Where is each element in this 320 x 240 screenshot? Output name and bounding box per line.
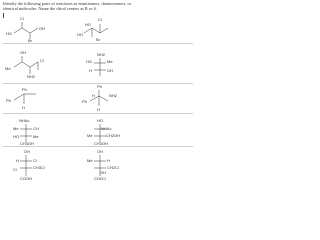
pair-5-left-label-2: H xyxy=(16,158,19,163)
pair-4-right-label-2: NHAc xyxy=(101,126,112,131)
pair-3-right-label-2: NH2 xyxy=(109,93,118,98)
pair-2-left-structure xyxy=(5,50,44,79)
pair-5-right-label-4: CH2Cl xyxy=(107,165,119,170)
pair-1-left-skeleton xyxy=(14,28,38,33)
pair-5-left-label-5: Cl xyxy=(13,167,17,172)
pair-5-right-label-1: OH xyxy=(97,149,103,154)
pair-5-left-label-3: Cl xyxy=(33,158,37,163)
pair-3-right-label-4: Ph xyxy=(82,99,87,104)
pair-4-left-label-2: Me xyxy=(13,126,19,131)
pair-5-left-label-4: CH3Cl xyxy=(33,165,45,170)
pair-4-right-label-3: Me xyxy=(87,133,93,138)
pair-4-right-label-1: HO xyxy=(97,118,103,123)
instruction-line-1: Identify the following pairs of structures as enantiomers, diastereomers, or xyxy=(3,1,132,6)
pair-1-left-label-4: Br xyxy=(28,38,32,43)
pair-2-right-label-5: OH xyxy=(107,68,113,73)
pair-4-left-label-5: Me xyxy=(33,134,39,139)
pair-3-left-structure xyxy=(6,87,36,110)
pair-4-left-label-3: CH xyxy=(33,126,39,131)
pair-2-left-label-4: NH2 xyxy=(27,74,36,79)
pair-1-left-label-1: Cl xyxy=(20,16,24,21)
instruction-line-2: identical molecules. Name the chiral centers as R or S. xyxy=(3,6,97,12)
pair-1-right-label-4: Br xyxy=(96,37,100,42)
pair-1-right-label-3: HO xyxy=(77,32,83,37)
pair-3-right-label-1: Ph xyxy=(97,84,102,89)
structures-figure xyxy=(0,0,200,182)
pair-4-right-label-4: CH2OH xyxy=(106,133,121,138)
pair-1-right-skeleton xyxy=(84,28,108,33)
pair-2-right-label-3: HO xyxy=(86,59,92,64)
pair-5-right-label-5: OH xyxy=(100,170,106,175)
pair-4-right-structure xyxy=(87,118,120,146)
pair-4-left-label-6: CH3OH xyxy=(20,141,35,146)
pair-2-left-label-3: Me xyxy=(5,66,11,71)
question-page xyxy=(0,0,200,182)
pair-5-right-structure xyxy=(87,149,119,181)
pair-1-left-label-3: HO xyxy=(6,31,12,36)
pair-5-left-structure xyxy=(13,149,45,181)
pair-4-left-structure xyxy=(13,118,39,146)
pair-4-left-label-4: HO xyxy=(13,134,19,139)
pair-2-right-label-1: NH2 xyxy=(97,52,106,57)
pair-3-right-label-3: H xyxy=(92,93,95,98)
pair-1-right-label-1: Cl xyxy=(98,17,102,22)
pair-5-left-label-1: OH xyxy=(24,149,30,154)
pair-2-left-skeleton xyxy=(14,62,38,70)
pair-2-right-label-2: Me xyxy=(107,59,113,64)
pair-2-left-label-1: OH xyxy=(20,50,26,55)
pair-2-left-label-2: Cl xyxy=(40,58,44,63)
pair-4-right-label-5: CH3OH xyxy=(94,141,109,146)
pair-2-right-label-4: H xyxy=(89,68,92,73)
pair-3-left-label-1: Ph xyxy=(22,87,27,92)
pair-1-left-structure xyxy=(6,16,45,43)
pair-3-left-label-3: H xyxy=(22,105,25,110)
pair-5-right-label-6: CH2Cl xyxy=(94,176,106,181)
pair-3-right-structure xyxy=(82,84,118,112)
pair-3-left-label-2: Ph xyxy=(6,98,11,103)
pair-3-right-label-5: H xyxy=(97,107,100,112)
pair-4-left-label-1: NHAc xyxy=(19,118,30,123)
pair-3-left-skeleton xyxy=(14,94,24,104)
pair-5-right-label-3: H xyxy=(107,158,110,163)
pair-2-right-structure xyxy=(86,52,113,76)
pair-1-left-label-2: OH xyxy=(39,26,45,31)
pair-1-right-label-2: HO xyxy=(85,22,91,27)
pair-5-right-label-2: Me xyxy=(87,158,93,163)
pair-5-left-label-6: COOH xyxy=(20,176,32,181)
pair-1-right-structure xyxy=(77,17,108,42)
